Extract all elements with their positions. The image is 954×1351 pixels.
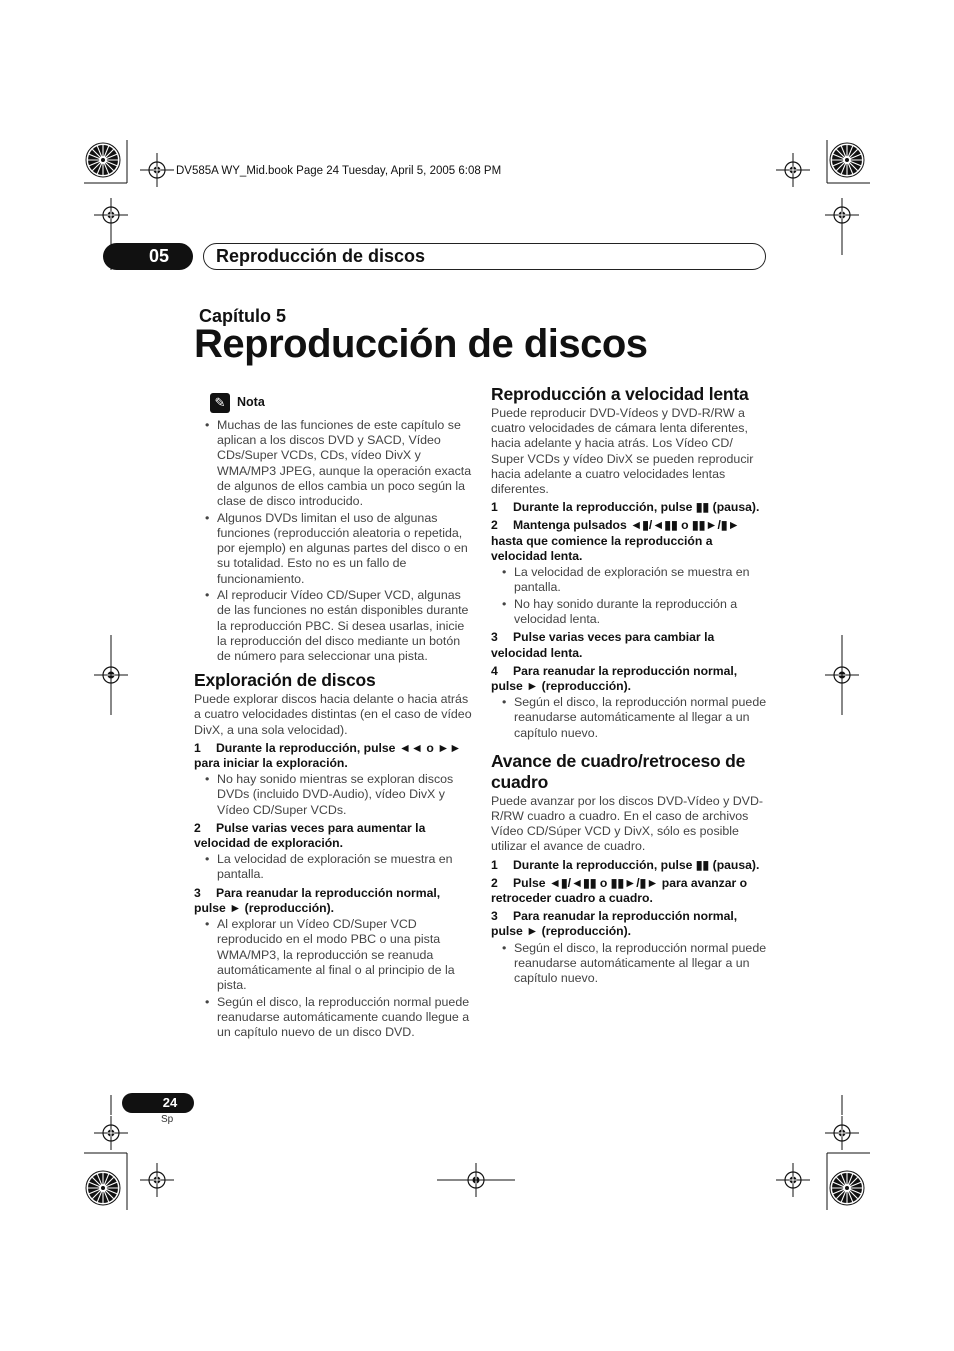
list-item: • Según el disco, la reproducción normal puede reanudarse automáticamente cuando llegue a un capítulo nuevo de un disco DVD. [194, 995, 474, 1041]
step-bullets [194, 917, 474, 1040]
chapter-number: 05 [148, 246, 170, 266]
registration-mark-icon [825, 1116, 859, 1150]
note-header [210, 392, 474, 414]
section-intro: Puede reproducir DVD-Vídeos y DVD-R/RW a cuatro velocidades de cámara lenta diferentes, hacia adelante y hacia atrás. Los Vídeo CD/ Super VCDs y vídeo DivX se pueden reproducir hacia adelante a cuatro velocidades lentas diferentes. [491, 406, 754, 497]
registration-mark-icon [140, 153, 174, 187]
step-bullets [194, 852, 474, 882]
page-number-tab [122, 1093, 194, 1113]
section-intro: Puede avanzar por los discos DVD-Vídeo y DVD-R/RW cuadro a cuadro. En el caso de archivos Vídeo CD/Súper VCD y DivX, sólo es posible utilizar el avance de cuadro. [491, 793, 764, 854]
note-label: Nota [237, 395, 265, 410]
star-target-icon [830, 1171, 864, 1205]
star-target-icon [830, 143, 864, 177]
step-bullets [491, 941, 769, 987]
step-instruction: 1 Durante la reproducción, pulse ▮▮ (pausa). [491, 500, 760, 515]
section-heading-lenta: Reproducción a velocidad lenta [491, 384, 749, 404]
registration-mark-icon [140, 1163, 174, 1197]
page-number: 24 [162, 1095, 178, 1110]
list-item: • La velocidad de exploración se muestra en pantalla. [194, 852, 474, 882]
section-heading-exploracion: Exploración de discos [194, 670, 376, 691]
step-bullets [491, 565, 769, 627]
step-instruction: 2 Pulse ◄▮/◄▮▮ o ▮▮►/▮► para avanzar o retroceder cuadro a cuadro. [491, 875, 748, 905]
step-bullets [491, 695, 769, 741]
step-instruction: 3 Para reanudar la reproducción normal, pulse ► (reproducción). [491, 909, 738, 939]
step-instruction: 2 Pulse varias veces para aumentar la velocidad de exploración. [194, 820, 426, 851]
step-instruction: 1 Durante la reproducción, pulse ◄◄ o ►► para iniciar la exploración. [194, 740, 462, 771]
list-item: • Muchas de las funciones de este capítulo se aplican a los discos DVD y SACD, Vídeo CDs/Super VCDs, CDs, vídeo DivX y WMA/MP3 JPEG, aunque la operación exacta de algunos de ellos cambia un poco según la clase de disco introducido. [194, 418, 474, 509]
step-bullets [194, 772, 474, 818]
registration-mark-icon [776, 1163, 810, 1197]
list-item: • Algunos DVDs limitan el uso de algunas funciones (reproducción aleatoria o repetida, por ejemplo) en algunas partes del disco o en su totalidad. Esto no es un fallo de funcionamiento. [194, 511, 474, 587]
pencil-note-icon: ✎ [210, 393, 230, 413]
step-instruction: 2 Mantenga pulsados ◄▮/◄▮▮ o ▮▮►/▮► hasta que comience la reproducción a velocidad lenta. [491, 518, 740, 563]
list-item: • No hay sonido mientras se exploran discos DVDs (incluido DVD-Audio), vídeo DivX y Vídeo CD/Super VCDs. [194, 772, 474, 818]
step-instruction: 1 Durante la reproducción, pulse ▮▮ (pausa). [491, 857, 760, 872]
star-target-icon [86, 1171, 120, 1205]
book-info-line: DV585A WY_Mid.book Page 24 Tuesday, April 5, 2005 6:08 PM [176, 165, 502, 177]
list-item: • Según el disco, la reproducción normal puede reanudarse automáticamente al llegar a un capítulo nuevo. [491, 941, 769, 987]
star-target-icon [86, 143, 120, 177]
step-instruction: 3 Pulse varias veces para cambiar la velocidad lenta. [491, 630, 715, 660]
chapter-number-tab [103, 243, 193, 270]
registration-mark-icon [776, 153, 810, 187]
registration-mark-icon [94, 198, 128, 232]
section-intro: Puede explorar discos hacia delante o hacia atrás a cuatro velocidades distintas (en el caso de vídeo DivX, a una sola velocidad). [194, 692, 472, 737]
list-item: • Según el disco, la reproducción normal puede reanudarse automáticamente al llegar a un capítulo nuevo. [491, 695, 769, 741]
registration-mark-icon [825, 198, 859, 232]
chapter-header-bar [203, 243, 766, 270]
note-list [194, 418, 474, 664]
list-item: • Al explorar un Vídeo CD/Super VCD reproducido en el modo PBC o una pista WMA/MP3, la reproducción se reanuda automáticamente al final o al principio de la pista. [194, 917, 474, 993]
right-column [491, 384, 769, 988]
list-item: • La velocidad de exploración se muestra en pantalla. [491, 565, 769, 595]
list-item: • Al reproducir Vídeo CD/Super VCD, algunas de las funciones no están disponibles durante la reproducción PBC. Si desea usarlas, inicie la reproducción del disco mediante un botón de número para seleccionar una pista. [194, 588, 474, 664]
chapter-label: Capítulo 5 [199, 306, 287, 326]
registration-mark-icon [94, 1116, 128, 1150]
chapter-bar-title: Reproducción de discos [216, 246, 426, 266]
page-title: Reproducción de discos [194, 322, 648, 366]
step-instruction: 3 Para reanudar la reproducción normal, pulse ► (reproducción). [194, 885, 441, 915]
list-item: • No hay sonido durante la reproducción a velocidad lenta. [491, 597, 769, 627]
step-instruction: 4 Para reanudar la reproducción normal, pulse ► (reproducción). [491, 663, 738, 693]
language-code: Sp [161, 1114, 174, 1125]
section-heading-avance: Avance de cuadro/retroceso de cuadro [491, 750, 746, 792]
left-column [194, 392, 474, 1042]
